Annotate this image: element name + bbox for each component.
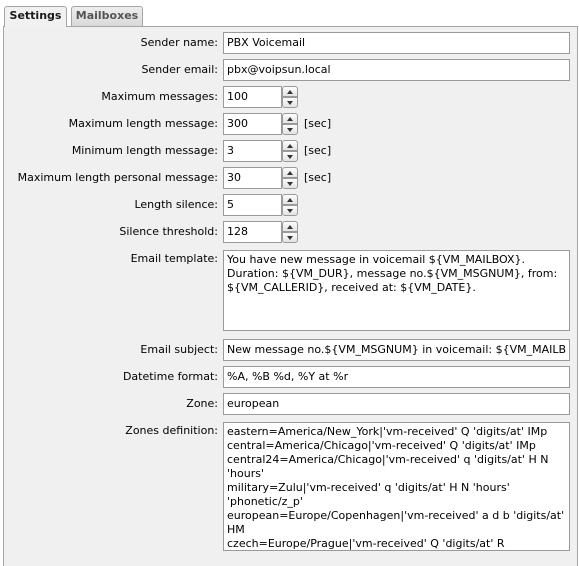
increment-button[interactable] (282, 194, 298, 205)
text-line: military=Zulu|'vm-received' q 'digits/at' H N 'hours' (227, 481, 510, 494)
decrement-button[interactable] (282, 151, 298, 162)
arrow-down-icon (287, 155, 293, 159)
datetime-format-label: Datetime format: (122, 370, 218, 383)
text-line: central24=America/Chicago|'vm-received' q 'digits/at' H N (227, 453, 549, 466)
text-line: central=America/Chicago|'vm-received' Q 'digits/at' IMp (227, 439, 536, 452)
min-length-message-label: Minimum length message: (71, 144, 218, 157)
text-line: czech=Europe/Prague|'vm-received' Q 'digits/at' R (227, 537, 505, 550)
email-template-textarea[interactable] (223, 250, 570, 331)
email-template-label: Email template: (130, 252, 218, 265)
decrement-button[interactable] (282, 97, 298, 108)
max-length-message-spinner (282, 113, 298, 135)
zone-input[interactable]: european (223, 393, 570, 415)
length-silence-input[interactable]: 5 (223, 194, 282, 216)
silence-threshold-spinner (282, 221, 298, 243)
sender-name-input[interactable]: PBX Voicemail (223, 32, 570, 54)
min-length-message-unit: [sec] (304, 144, 332, 157)
arrow-down-icon (287, 101, 293, 105)
sender-name-label: Sender name: (140, 36, 218, 49)
text-line: ${VM_CALLERID}, received at: ${VM_DATE}. (227, 281, 476, 294)
max-length-message-unit: [sec] (304, 117, 332, 130)
increment-button[interactable] (282, 140, 298, 151)
increment-button[interactable] (282, 221, 298, 232)
text-line: HM (227, 523, 245, 536)
max-messages-spinner (282, 86, 298, 108)
length-silence-label: Length silence: (134, 198, 218, 211)
email-subject-label: Email subject: (140, 343, 218, 356)
decrement-button[interactable] (282, 124, 298, 135)
max-length-personal-unit: [sec] (304, 171, 332, 184)
max-length-message-label: Maximum length message: (68, 117, 218, 130)
zone-label: Zone: (186, 397, 218, 410)
min-length-message-input[interactable]: 3 (223, 140, 282, 162)
email-subject-input[interactable]: New message no.${VM_MSGNUM} in voicemail: ${VM_MAILB (223, 339, 570, 361)
text-line: Duration: ${VM_DUR}, message no.${VM_MSGNUM}, from: (227, 267, 558, 280)
decrement-button[interactable] (282, 178, 298, 189)
text-line: 'hours' (227, 467, 264, 480)
arrow-down-icon (287, 128, 293, 132)
arrow-up-icon (287, 225, 293, 229)
text-line: You have new message in voicemail ${VM_MAILBOX}. (227, 253, 526, 266)
silence-threshold-input[interactable]: 128 (223, 221, 282, 243)
sender-email-input[interactable]: pbx@voipsun.local (223, 59, 570, 81)
text-line: 'phonetic/z_p' (227, 495, 303, 508)
max-length-personal-spinner (282, 167, 298, 189)
zones-definition-label: Zones definition: (125, 424, 218, 437)
decrement-button[interactable] (282, 232, 298, 243)
sender-email-label: Sender email: (141, 63, 218, 76)
max-length-message-input[interactable]: 300 (223, 113, 282, 135)
arrow-up-icon (287, 144, 293, 148)
max-length-personal-input[interactable]: 30 (223, 167, 282, 189)
increment-button[interactable] (282, 113, 298, 124)
decrement-button[interactable] (282, 205, 298, 216)
arrow-up-icon (287, 198, 293, 202)
datetime-format-input[interactable]: %A, %B %d, %Y at %r (223, 366, 570, 388)
arrow-down-icon (287, 236, 293, 240)
tab-settings[interactable]: Settings (4, 6, 67, 27)
increment-button[interactable] (282, 86, 298, 97)
increment-button[interactable] (282, 167, 298, 178)
arrow-down-icon (287, 209, 293, 213)
arrow-up-icon (287, 171, 293, 175)
tab-mailboxes[interactable]: Mailboxes (71, 6, 143, 26)
tab-bar (0, 0, 579, 26)
min-length-message-spinner (282, 140, 298, 162)
max-messages-input[interactable]: 100 (223, 86, 282, 108)
zones-definition-textarea[interactable] (223, 422, 570, 551)
length-silence-spinner (282, 194, 298, 216)
max-messages-label: Maximum messages: (101, 90, 218, 103)
text-line: eastern=America/New_York|'vm-received' Q 'digits/at' IMp (227, 425, 548, 438)
arrow-down-icon (287, 182, 293, 186)
text-line: european=Europe/Copenhagen|'vm-received' a d b 'digits/at' (227, 509, 565, 522)
max-length-personal-label: Maximum length personal message: (17, 171, 218, 184)
arrow-up-icon (287, 117, 293, 121)
arrow-up-icon (287, 90, 293, 94)
silence-threshold-label: Silence threshold: (119, 225, 218, 238)
